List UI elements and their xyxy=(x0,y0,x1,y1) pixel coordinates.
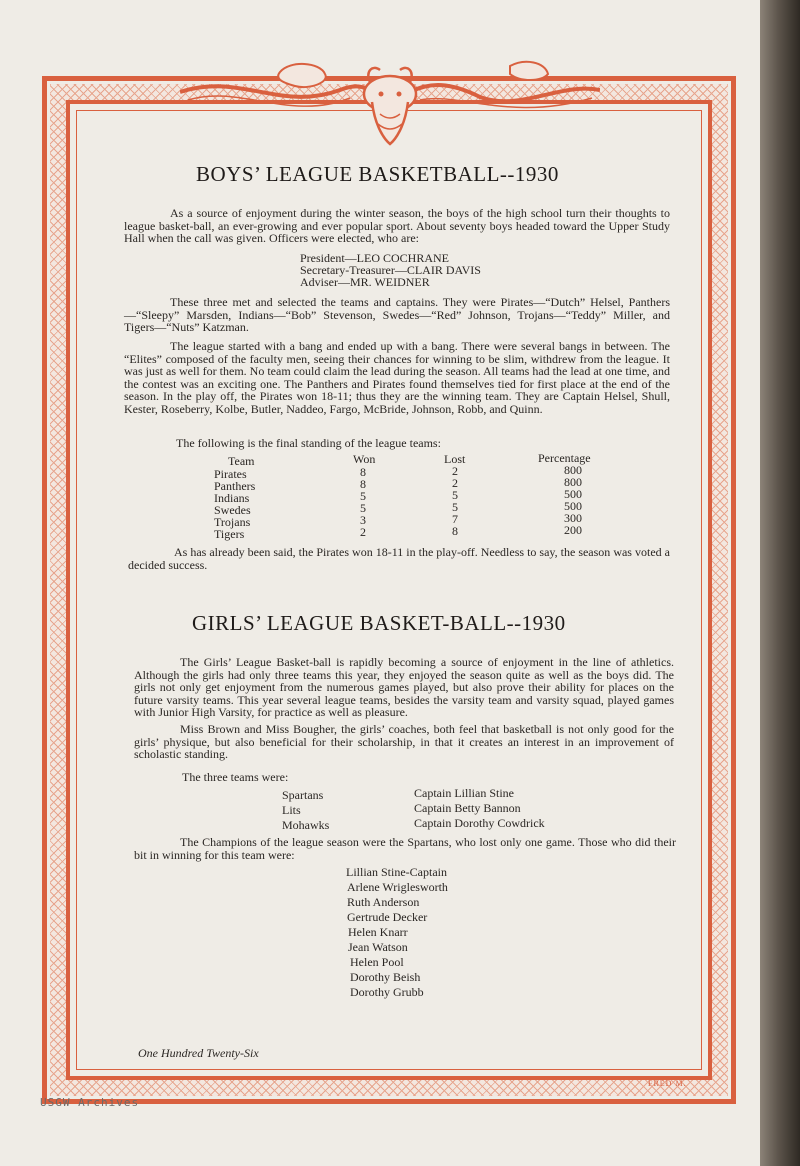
table-cell-team: Indians xyxy=(214,491,250,505)
list-item: Dorothy Grubb xyxy=(350,985,424,999)
table-header-lost: Lost xyxy=(444,452,466,466)
list-item: Dorothy Beish xyxy=(350,970,421,984)
team-name: Lits xyxy=(282,803,301,817)
team-name: Spartans xyxy=(282,788,324,802)
list-item: Jean Watson xyxy=(348,940,408,954)
table-cell-percentage: 300 xyxy=(564,511,582,525)
table-cell-percentage: 500 xyxy=(564,487,582,501)
list-item: Arlene Wriglesworth xyxy=(347,880,448,894)
table-cell-won: 8 xyxy=(360,477,366,491)
list-item: Lillian Stine-Captain xyxy=(346,865,447,879)
team-captain: Captain Betty Bannon xyxy=(414,801,521,815)
table-cell-won: 5 xyxy=(360,501,366,515)
artist-signature: FRED M. xyxy=(648,1079,687,1088)
boys-intro-paragraph: As a source of enjoyment during the winter season, the boys of the high school turn their thoughts to league basket-ball, an ever-growing and ever popular sport. About seventy boys headed toward the Upper Study Hall when the call was given. Officers were elected, who are: xyxy=(124,206,670,245)
table-cell-won: 3 xyxy=(360,513,366,527)
girls-coaches-paragraph: Miss Brown and Miss Bougher, the girls’ coaches, both feel that basketball is not only good for the girls’ physique, but also beneficial for their scholarship, in that it creates an interest in an improvement of scholastic standing. xyxy=(134,722,674,761)
table-cell-team: Pirates xyxy=(214,467,247,481)
book-binding-shadow xyxy=(760,0,800,1166)
table-cell-lost: 2 xyxy=(452,476,458,490)
table-cell-won: 5 xyxy=(360,489,366,503)
table-cell-lost: 7 xyxy=(452,512,458,526)
team-captain: Captain Lillian Stine xyxy=(414,786,514,800)
girls-teams-intro: The three teams were: xyxy=(182,770,289,784)
table-cell-lost: 2 xyxy=(452,464,458,478)
boys-season-paragraph: The league started with a bang and ended up with a bang. There were several bangs in between. The “Elites” composed of the faculty men, seeing their chances for winning to be slim, withdrew from the league. It was just as well for them. No team could claim the lead during the season. All teams had the lead at one time, and the contest was an exciting one. The Panthers and Pirates found themselves tied for first place at the end of the season. In the play off, the Pirates won 18-11; thus they are the winning team. They are Captain Helsel, Shull, Kester, Roseberry, Kolbe, Butler, Naddeo, Fargo, McBride, Johnson, Robb, and Quinn. xyxy=(124,339,670,416)
standings-intro: The following is the final standing of the league teams: xyxy=(176,436,441,450)
boys-closing-paragraph: As has already been said, the Pirates won 18-11 in the play-off. Needless to say, the season was voted a decided success. xyxy=(128,545,670,572)
table-cell-lost: 5 xyxy=(452,488,458,502)
table-cell-percentage: 500 xyxy=(564,499,582,513)
table-header-won: Won xyxy=(353,452,376,466)
buffalo-crest-icon xyxy=(180,52,600,147)
officer-president: President—LEO COCHRANE xyxy=(300,251,449,265)
table-header-percentage: Percentage xyxy=(538,451,591,465)
girls-champions-paragraph: The Champions of the league season were the Spartans, who lost only one game. Those who did their bit in winning for this team were: xyxy=(134,835,676,862)
list-item: Ruth Anderson xyxy=(347,895,420,909)
girls-intro-paragraph: The Girls’ League Basket-ball is rapidly becoming a source of enjoyment in the line of athletics. Although the girls had only three teams this year, they enjoyed the season quite as well as the boys did. The girls not only get enjoyment from the numerous games played, but also prove their ability for places on the future varsity teams. This year several league teams, besides the varsity team and varsity squad, played games with Junior High Varsity, for practice as well as pleasure. xyxy=(134,655,674,719)
boys-league-title: BOYS’ LEAGUE BASKETBALL--1930 xyxy=(196,162,559,186)
table-header-team: Team xyxy=(228,454,255,468)
table-cell-lost: 8 xyxy=(452,524,458,538)
page-number-footer: One Hundred Twenty-Six xyxy=(138,1046,259,1060)
table-cell-percentage: 800 xyxy=(564,475,582,489)
team-captain: Captain Dorothy Cowdrick xyxy=(414,816,545,830)
list-item: Gertrude Decker xyxy=(347,910,428,924)
table-cell-team: Swedes xyxy=(214,503,251,517)
team-name: Mohawks xyxy=(282,818,330,832)
table-cell-won: 2 xyxy=(360,525,366,539)
boys-teams-paragraph: These three met and selected the teams and captains. They were Pirates—“Dutch” Helsel, Panthers—“Sleepy” Marsden, Indians—“Bob” Stevenson, Swedes—“Red” Johnson, Trojans—“Teddy” Miller, and Tigers—“Nuts” Katzman. xyxy=(124,295,670,334)
list-item: Helen Knarr xyxy=(348,925,408,939)
table-cell-team: Tigers xyxy=(214,527,245,541)
officer-secretary-treasurer: Secretary-Treasurer—CLAIR DAVIS xyxy=(300,263,481,277)
table-cell-percentage: 200 xyxy=(564,523,582,537)
table-cell-team: Trojans xyxy=(214,515,251,529)
girls-league-title: GIRLS’ LEAGUE BASKET-BALL--1930 xyxy=(192,611,566,635)
table-cell-won: 8 xyxy=(360,465,366,479)
table-cell-lost: 5 xyxy=(452,500,458,514)
table-cell-percentage: 800 xyxy=(564,463,582,477)
officer-adviser: Adviser—MR. WEIDNER xyxy=(300,275,430,289)
list-item: Helen Pool xyxy=(350,955,404,969)
archive-watermark: USGW Archives xyxy=(40,1096,140,1109)
table-cell-team: Panthers xyxy=(214,479,256,493)
